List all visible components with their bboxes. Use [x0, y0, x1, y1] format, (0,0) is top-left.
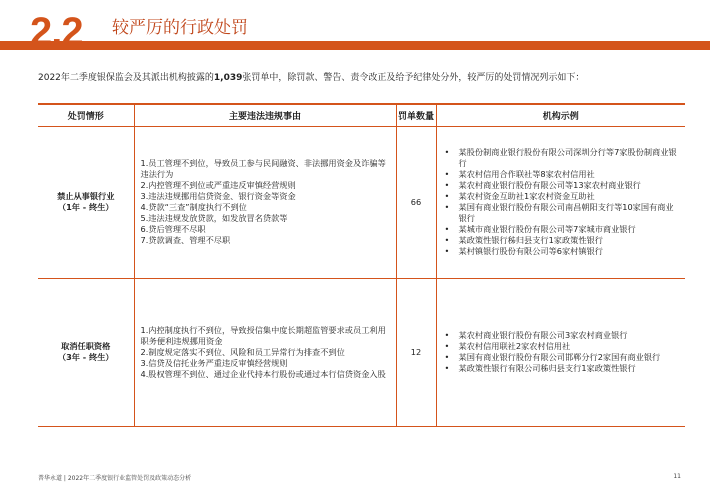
section-number: 2.2 [30, 10, 83, 54]
penalty-category [38, 278, 134, 426]
intro-highlight: 1,039 [213, 73, 243, 83]
institution-examples [436, 126, 685, 278]
bullet-icon: • [444, 224, 450, 234]
penalty-count: 12 [396, 278, 436, 426]
page-footer [38, 473, 685, 485]
list-item [445, 147, 680, 169]
violation-reasons [134, 278, 396, 426]
intro-text-after: 张罚单中，除罚款、警告、责令改正及给予纪律处分外，较严厉的处罚情况列示如下： [242, 73, 585, 83]
bullet-icon: • [444, 202, 450, 212]
reason-item: 4.贷款“三查”制度执行不到位 [140, 202, 247, 212]
bullet-icon: • [444, 341, 450, 351]
section-title: 较严厉的行政处罚 [112, 18, 248, 38]
bullet-icon: • [444, 169, 450, 179]
list-item [445, 224, 680, 235]
reason-item: 3.信贷及信托业务严重违反审慎经营规则 [140, 357, 288, 368]
list-item [445, 169, 680, 180]
table-row [38, 126, 685, 278]
intro-text-before: 2022年二季度银保监会及其派出机构披露的 [38, 73, 214, 83]
penalty-table [38, 103, 685, 427]
example-text: 某农村资金互助社1家农村资金互助社 [458, 191, 595, 201]
category-name: 禁止从事银行业 [57, 191, 115, 201]
page-header [0, 0, 710, 58]
reason-item: 6.贷后管理不尽职 [140, 224, 206, 234]
column-header: 处罚情形 [38, 104, 134, 126]
list-item [445, 246, 680, 257]
category-term: （1年 - 终生） [57, 202, 114, 212]
institution-examples [436, 278, 685, 426]
list-item [445, 180, 680, 191]
example-text: 某政策性银行秭归县支行1家政策性银行 [458, 235, 603, 245]
list-item [445, 191, 680, 202]
example-text: 某村镇银行股份有限公司等6家村镇银行 [458, 246, 603, 256]
example-text: 某国有商业银行股份有限公司南昌朝阳支行等10家国有商业银行 [458, 202, 674, 223]
reason-item: 7.贷款调查、管理不尽职 [140, 235, 231, 245]
list-item [445, 352, 680, 363]
column-header: 机构示例 [436, 104, 685, 126]
bullet-icon: • [444, 352, 450, 362]
list-item [445, 235, 680, 246]
column-header: 罚单数量 [396, 104, 436, 126]
table-row [38, 278, 685, 426]
category-term: （3年 - 终生） [57, 352, 114, 362]
header-bar [0, 41, 710, 50]
list-item [445, 363, 680, 374]
footer-source: 普华永道 | 2022年二季度银行业监管处罚及政策动态分析 [38, 475, 192, 482]
reason-item: 5.违法违规发放贷款，如发放冒名贷款等 [140, 213, 288, 223]
reason-item: 1.内控制度执行不到位，导致授信集中度长期超监管要求或员工利用职务便利违规挪用资金 [140, 324, 386, 346]
list-item [445, 330, 680, 341]
bullet-icon: • [444, 147, 450, 157]
example-text: 某股份制商业银行股份有限公司深圳分行等7家股份制商业银行 [458, 147, 677, 168]
reason-item: 4.股权管理不到位、通过企业代持本行股份或通过本行信贷资金入股 [140, 368, 386, 379]
bullet-icon: • [444, 330, 450, 340]
penalty-category [38, 126, 134, 278]
bullet-icon: • [444, 180, 450, 190]
example-text: 某农村信用联社2家农村信用社 [458, 341, 571, 351]
list-item [445, 341, 680, 352]
column-header: 主要违法违规事由 [134, 104, 396, 126]
page-number: 11 [673, 473, 681, 480]
example-text: 某城市商业银行股份有限公司等7家城市商业银行 [458, 224, 636, 234]
bullet-icon: • [444, 235, 450, 245]
example-text: 某农村商业银行股份有限公司等13家农村商业银行 [458, 180, 641, 190]
bullet-icon: • [444, 191, 450, 201]
penalty-count: 66 [396, 126, 436, 278]
bullet-icon: • [444, 363, 450, 373]
list-item [445, 202, 680, 224]
category-name: 取消任职资格 [61, 341, 111, 351]
reason-item: 3.违法违规挪用信贷资金、银行资金等资金 [140, 191, 296, 201]
example-text: 某国有商业银行股份有限公司邯郸分行2家国有商业银行 [458, 352, 661, 362]
table-header-row [38, 104, 685, 126]
example-text: 某农村商业银行股份有限公司3家农村商业银行 [458, 330, 628, 340]
bullet-icon: • [444, 246, 450, 256]
reason-item: 2.内控管理不到位或严重违反审慎经营规则 [140, 180, 296, 190]
violation-reasons [134, 126, 396, 278]
reason-item: 1.员工管理不到位，导致员工参与民间融资、非法挪用资金及诈骗等违法行为 [140, 158, 386, 179]
example-text: 某农村信用合作联社等8家农村信用社 [458, 169, 595, 179]
reason-item: 2.制度规定落实不到位、风险和员工异常行为排查不到位 [140, 346, 345, 357]
intro-paragraph [38, 72, 678, 84]
example-text: 某政策性银行有限公司秭归县支行1家政策性银行 [458, 363, 636, 373]
